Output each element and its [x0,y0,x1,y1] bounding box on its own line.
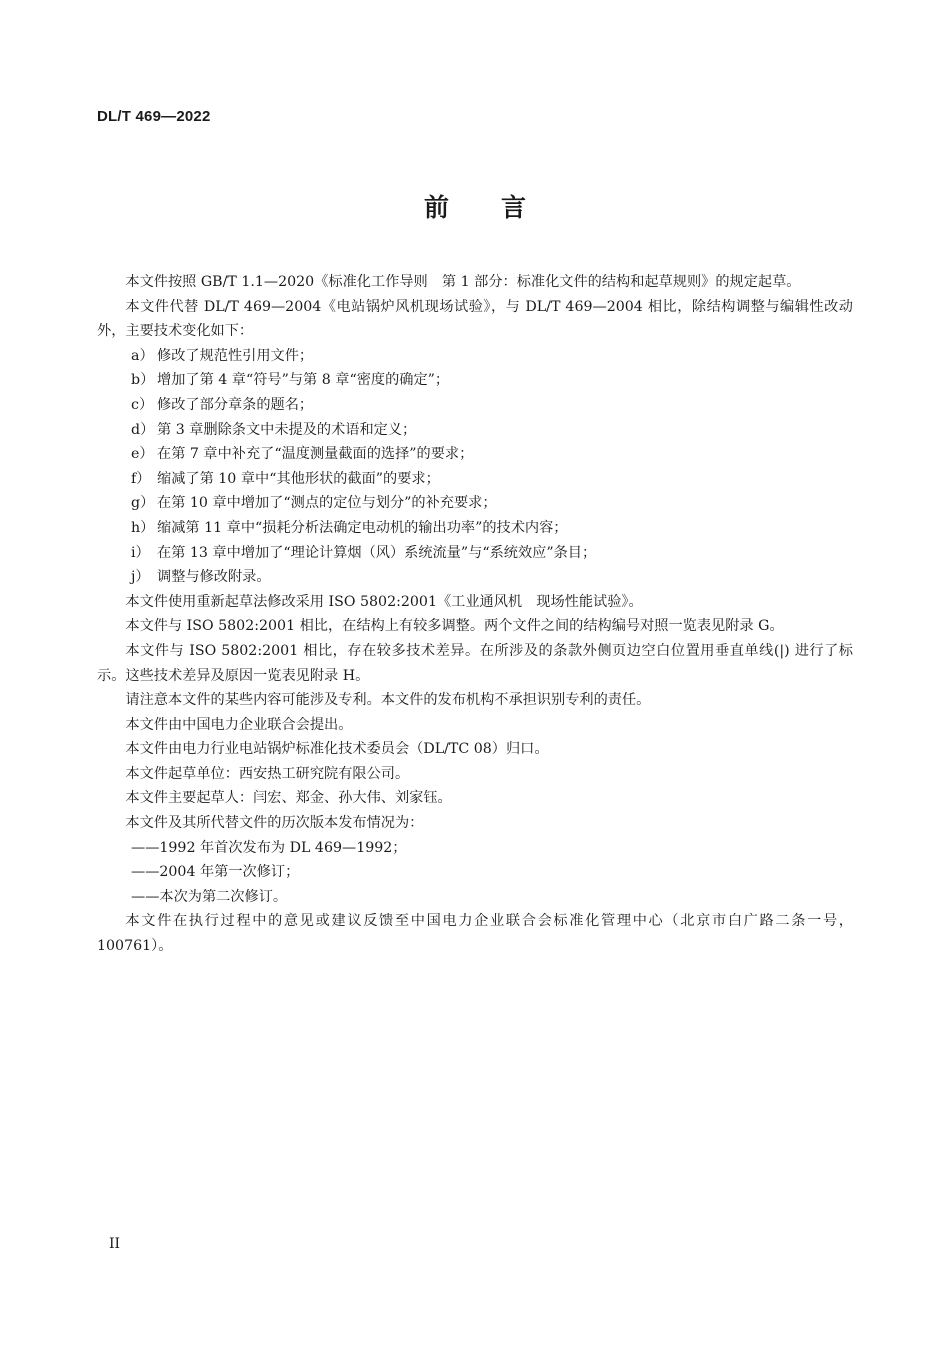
body-paragraph: 本文件起草单位：西安热工研究院有限公司。 [125,765,410,782]
foreword-body [97,270,853,959]
change-item-text: 第 3 章删除条文中未提及的术语和定义； [157,421,417,438]
change-item-marker: c） [131,396,154,413]
change-item-text: 缩减了第 10 章中“其他形状的截面”的要求； [157,470,440,487]
change-item-marker: f） [131,470,151,487]
change-item [97,516,853,541]
body-paragraph: 本文件主要起草人：闫宏、郑金、孙大伟、刘家钰。 [125,790,452,807]
change-item [97,344,853,369]
body-paragraph: 本文件由中国电力企业联合会提出。 [125,716,353,733]
change-item-text: 在第 10 章中增加了“测点的定位与划分”的补充要求； [157,495,497,512]
change-item [97,442,853,467]
body-paragraph: 本文件与 ISO 5802:2001 相比，存在较多技术差异。在所涉及的条款外侧页边空白位置用垂直单线(|) 进行了标示。这些技术差异及原因一览表见附录 H。 [97,642,853,684]
history-item: ——1992 年首次发布为 DL 469—1992； [131,839,407,856]
page-number: II [109,1236,121,1252]
closing-paragraph: 本文件在执行过程中的意见或建议反馈至中国电力企业联合会标准化管理中心（北京市白广路二条一号，100761）。 [97,913,853,955]
intro-paragraph: 本文件代替 DL/T 469—2004《电站锅炉风机现场试验》，与 DL/T 469—2004 相比，除结构调整与编辑性改动外，主要技术变化如下： [97,298,853,340]
change-item [97,418,853,443]
change-item-text: 增加了第 4 章“符号”与第 8 章“密度的确定”； [157,372,450,389]
change-item-text: 在第 7 章中补充了“温度测量截面的选择”的要求； [157,446,474,463]
page-title [0,188,950,224]
change-item-text: 在第 13 章中增加了“理论计算烟（风）系统流量”与“系统效应”条目； [157,544,597,561]
page-title-char-2: 言 [501,193,527,222]
body-paragraph: 本文件使用重新起草法修改采用 ISO 5802:2001《工业通风机 现场性能试验》。 [125,593,643,610]
body-paragraph: 本文件与 ISO 5802:2001 相比，在结构上有较多调整。两个文件之间的结构编号对照一览表见附录 G。 [125,618,784,635]
intro-paragraph: 本文件按照 GB/T 1.1—2020《标准化工作导则 第 1 部分：标准化文件的结构和起草规则》的规定起草。 [125,274,801,290]
change-item-text: 修改了规范性引用文件； [157,347,314,364]
body-paragraph: 本文件及其所代替文件的历次版本发布情况为： [125,815,424,832]
body-paragraph: 请注意本文件的某些内容可能涉及专利。本文件的发布机构不承担识别专利的责任。 [125,692,651,709]
history-item: ——2004 年第一次修订； [131,864,300,881]
change-item-marker: j） [131,569,150,586]
change-item [97,393,853,418]
change-item-marker: i） [131,544,150,561]
change-item-marker: e） [131,446,154,463]
history-item: ——本次为第二次修订。 [131,888,288,905]
change-item-text: 调整与修改附录。 [157,569,271,586]
change-item [97,565,853,590]
change-item-marker: h） [131,519,155,536]
change-item-marker: a） [131,347,154,364]
change-item [97,467,853,492]
body-paragraph: 本文件由电力行业电站锅炉标准化技术委员会（DL/TC 08）归口。 [125,741,549,758]
change-list [97,344,853,590]
change-item [97,541,853,566]
document-code: DL/T 469—2022 [97,108,211,125]
version-history [97,836,853,910]
change-item-marker: d） [131,421,155,438]
change-item [97,491,853,516]
change-item-marker: g） [131,495,155,512]
change-item [97,368,853,393]
change-item-text: 修改了部分章条的题名； [157,396,314,413]
page-title-char-1: 前 [423,193,449,222]
change-item-text: 缩减第 11 章中“损耗分析法确定电动机的输出功率”的技术内容； [157,519,568,536]
change-item-marker: b） [131,372,155,389]
